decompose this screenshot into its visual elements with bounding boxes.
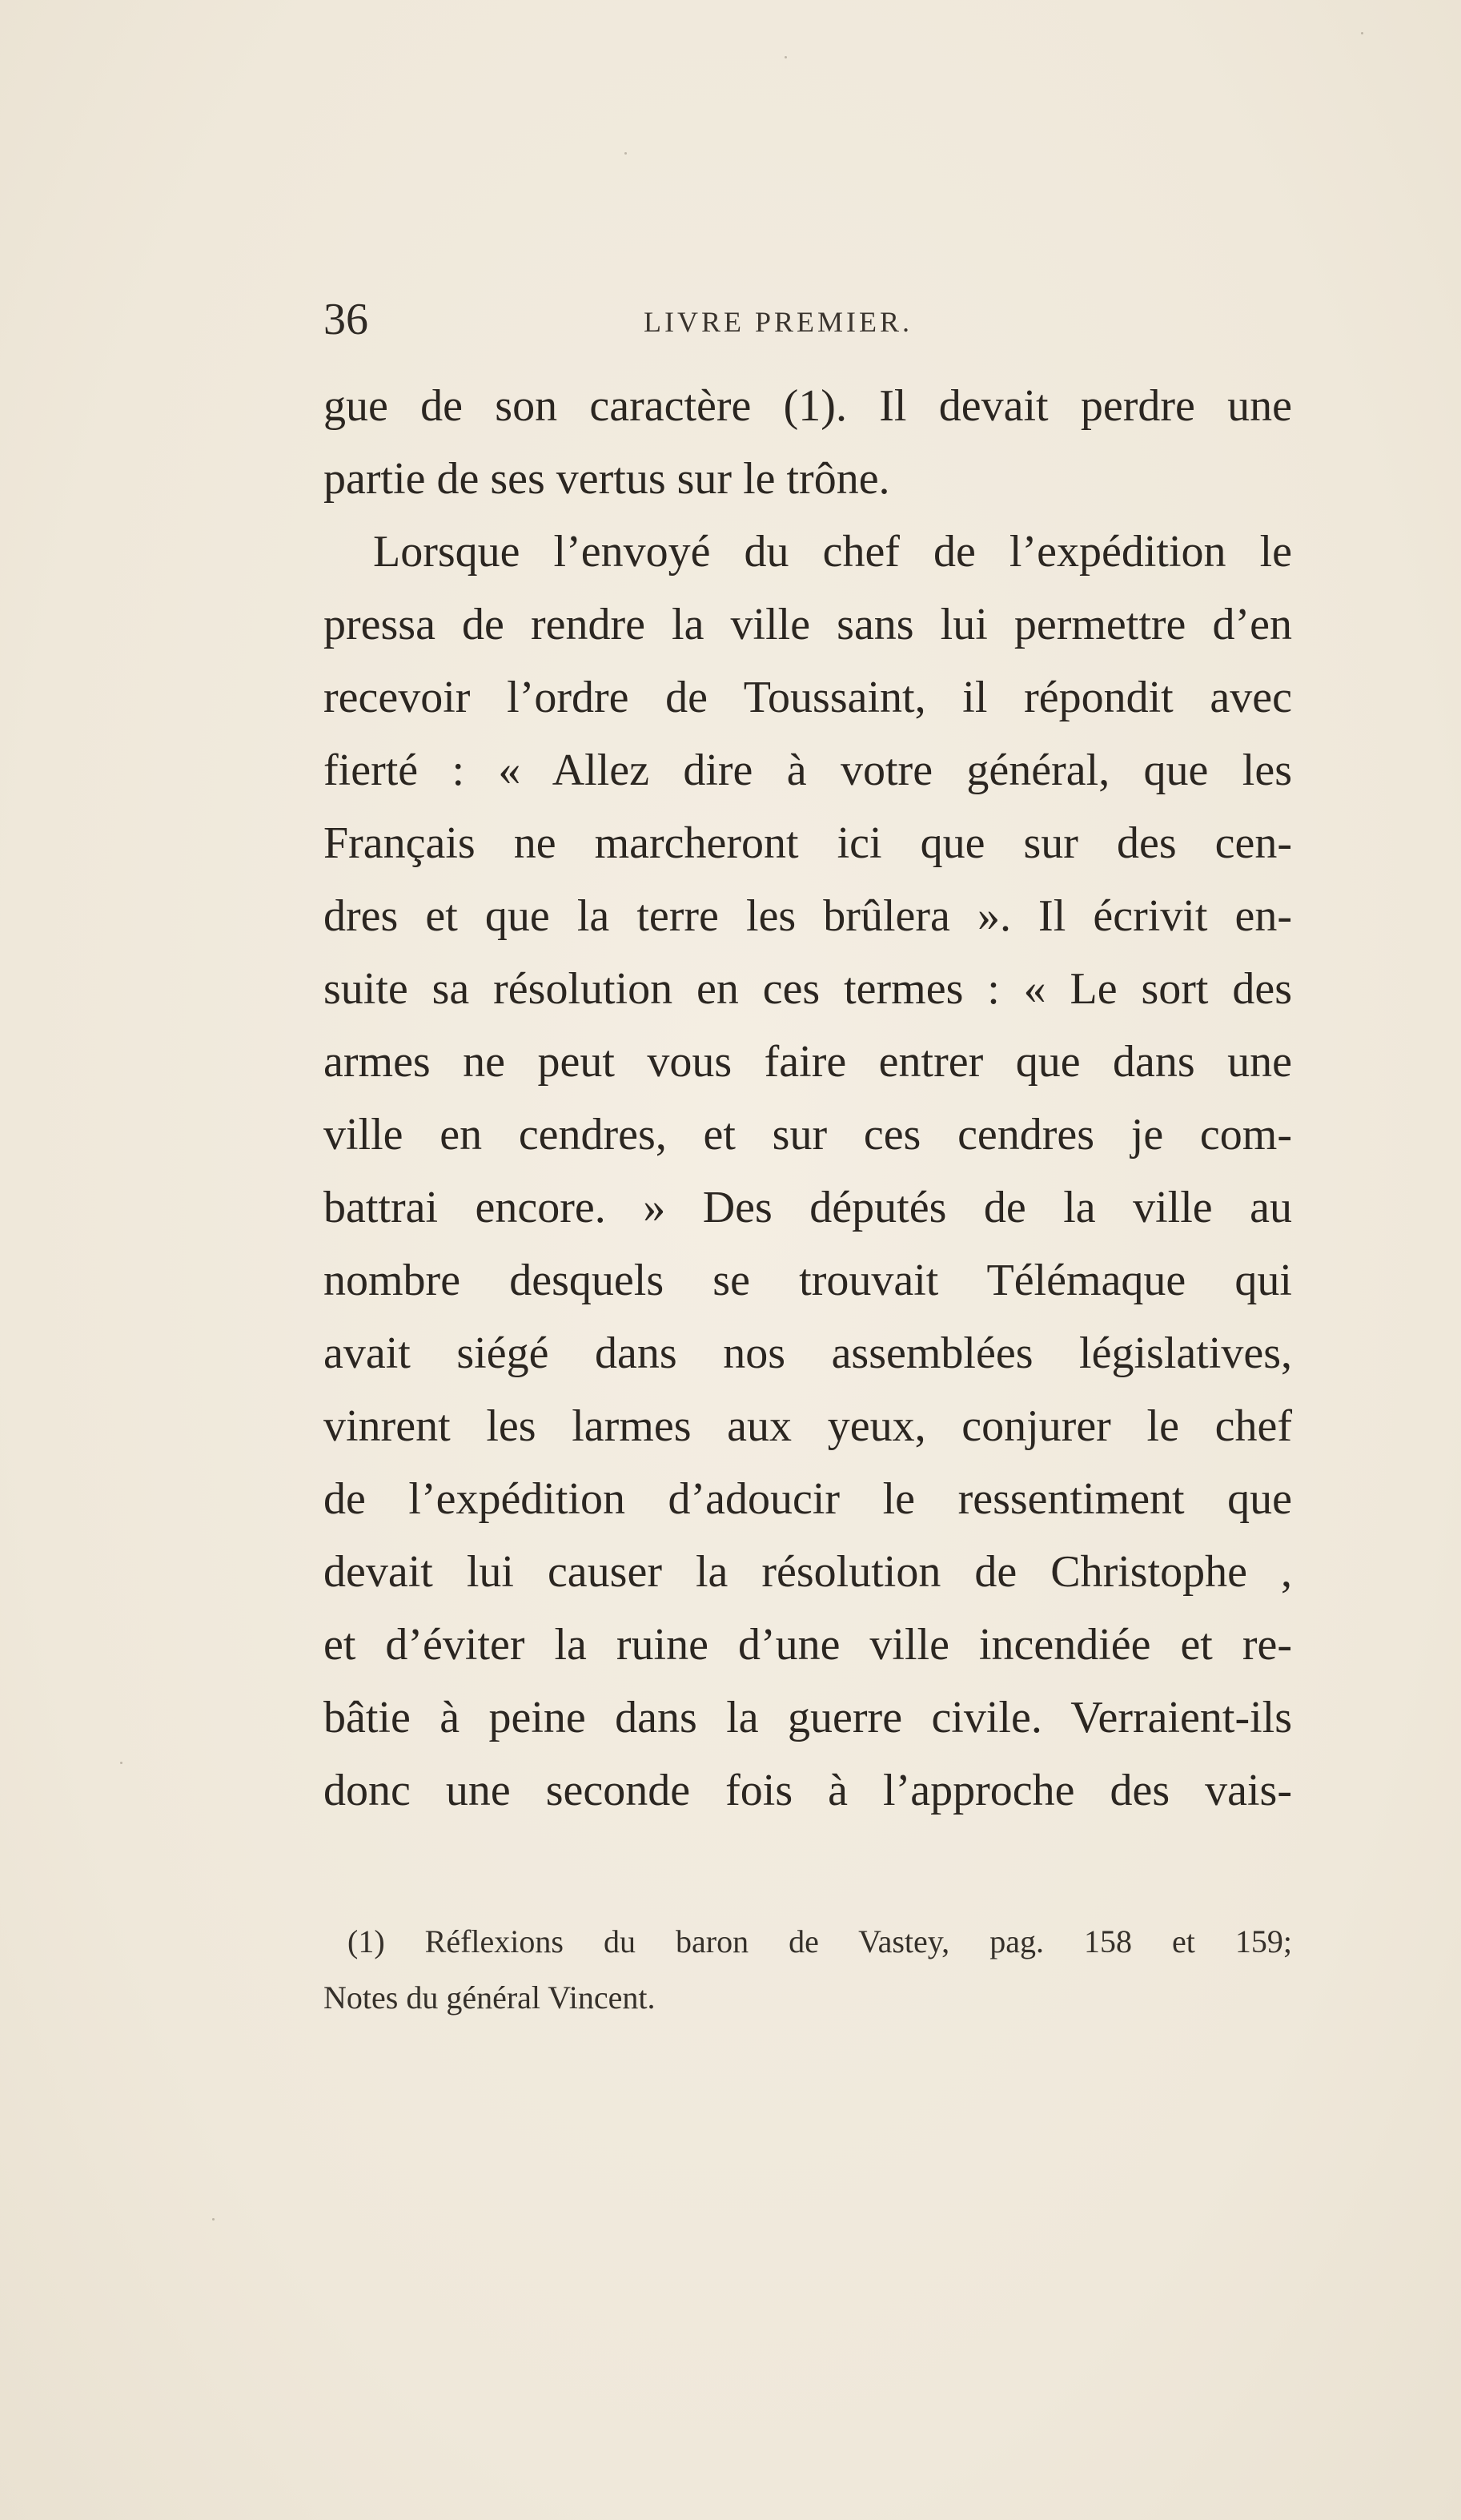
page-header [323, 291, 1292, 348]
text-line: avait siégé dans nos assemblées législatives, [323, 1328, 1292, 1378]
paper-speck [120, 1762, 122, 1764]
text-line: gue de son caractère (1). Il devait perdre une [323, 381, 1292, 431]
paper-speck [212, 2218, 215, 2221]
paper-speck [1361, 32, 1363, 34]
text-line: Lorsque l’envoyé du chef de l’expédition le [373, 527, 1292, 577]
page-number: 36 [323, 295, 368, 344]
text-line: vinrent les larmes aux yeux, conjurer le chef [323, 1401, 1292, 1451]
text-line: battrai encore. » Des députés de la ville au [323, 1183, 1292, 1232]
text-line: nombre desquels se trouvait Télémaque qui [323, 1256, 1292, 1305]
text-line: ville en cendres, et sur ces cendres je com- [323, 1110, 1292, 1160]
text-line: bâtie à peine dans la guerre civile. Verraient-ils [323, 1693, 1292, 1742]
text-line: et d’éviter la ruine d’une ville incendiée et re- [323, 1620, 1292, 1670]
text-line: partie de ses vertus sur le trône. [323, 454, 890, 504]
text-line: donc une seconde fois à l’approche des vais- [323, 1766, 1292, 1815]
text-line: fierté : « Allez dire à votre général, que les [323, 746, 1292, 795]
text-line: armes ne peut vous faire entrer que dans une [323, 1037, 1292, 1087]
text-line: recevoir l’ordre de Toussaint, il répondit avec [323, 673, 1292, 722]
footnote-line: (1) Réflexions du baron de Vastey, pag. 158 et 159; [347, 1923, 1292, 1959]
body-text [323, 370, 1292, 1827]
footnote-line: Notes du général Vincent. [323, 1979, 656, 2016]
footnote [323, 1914, 1292, 2026]
text-line: suite sa résolution en ces termes : « Le sort des [323, 964, 1292, 1014]
text-line: Français ne marcheront ici que sur des cen- [323, 818, 1292, 868]
paper-speck [624, 152, 627, 155]
text-line: devait lui causer la résolution de Christophe , [323, 1547, 1292, 1597]
running-head: LIVRE PREMIER. [644, 306, 913, 338]
text-line: dres et que la terre les brûlera ». Il écrivit en- [323, 891, 1292, 941]
text-line: pressa de rendre la ville sans lui permettre d’en [323, 600, 1292, 649]
paper-speck [785, 56, 787, 58]
text-line: de l’expédition d’adoucir le ressentiment que [323, 1474, 1292, 1524]
